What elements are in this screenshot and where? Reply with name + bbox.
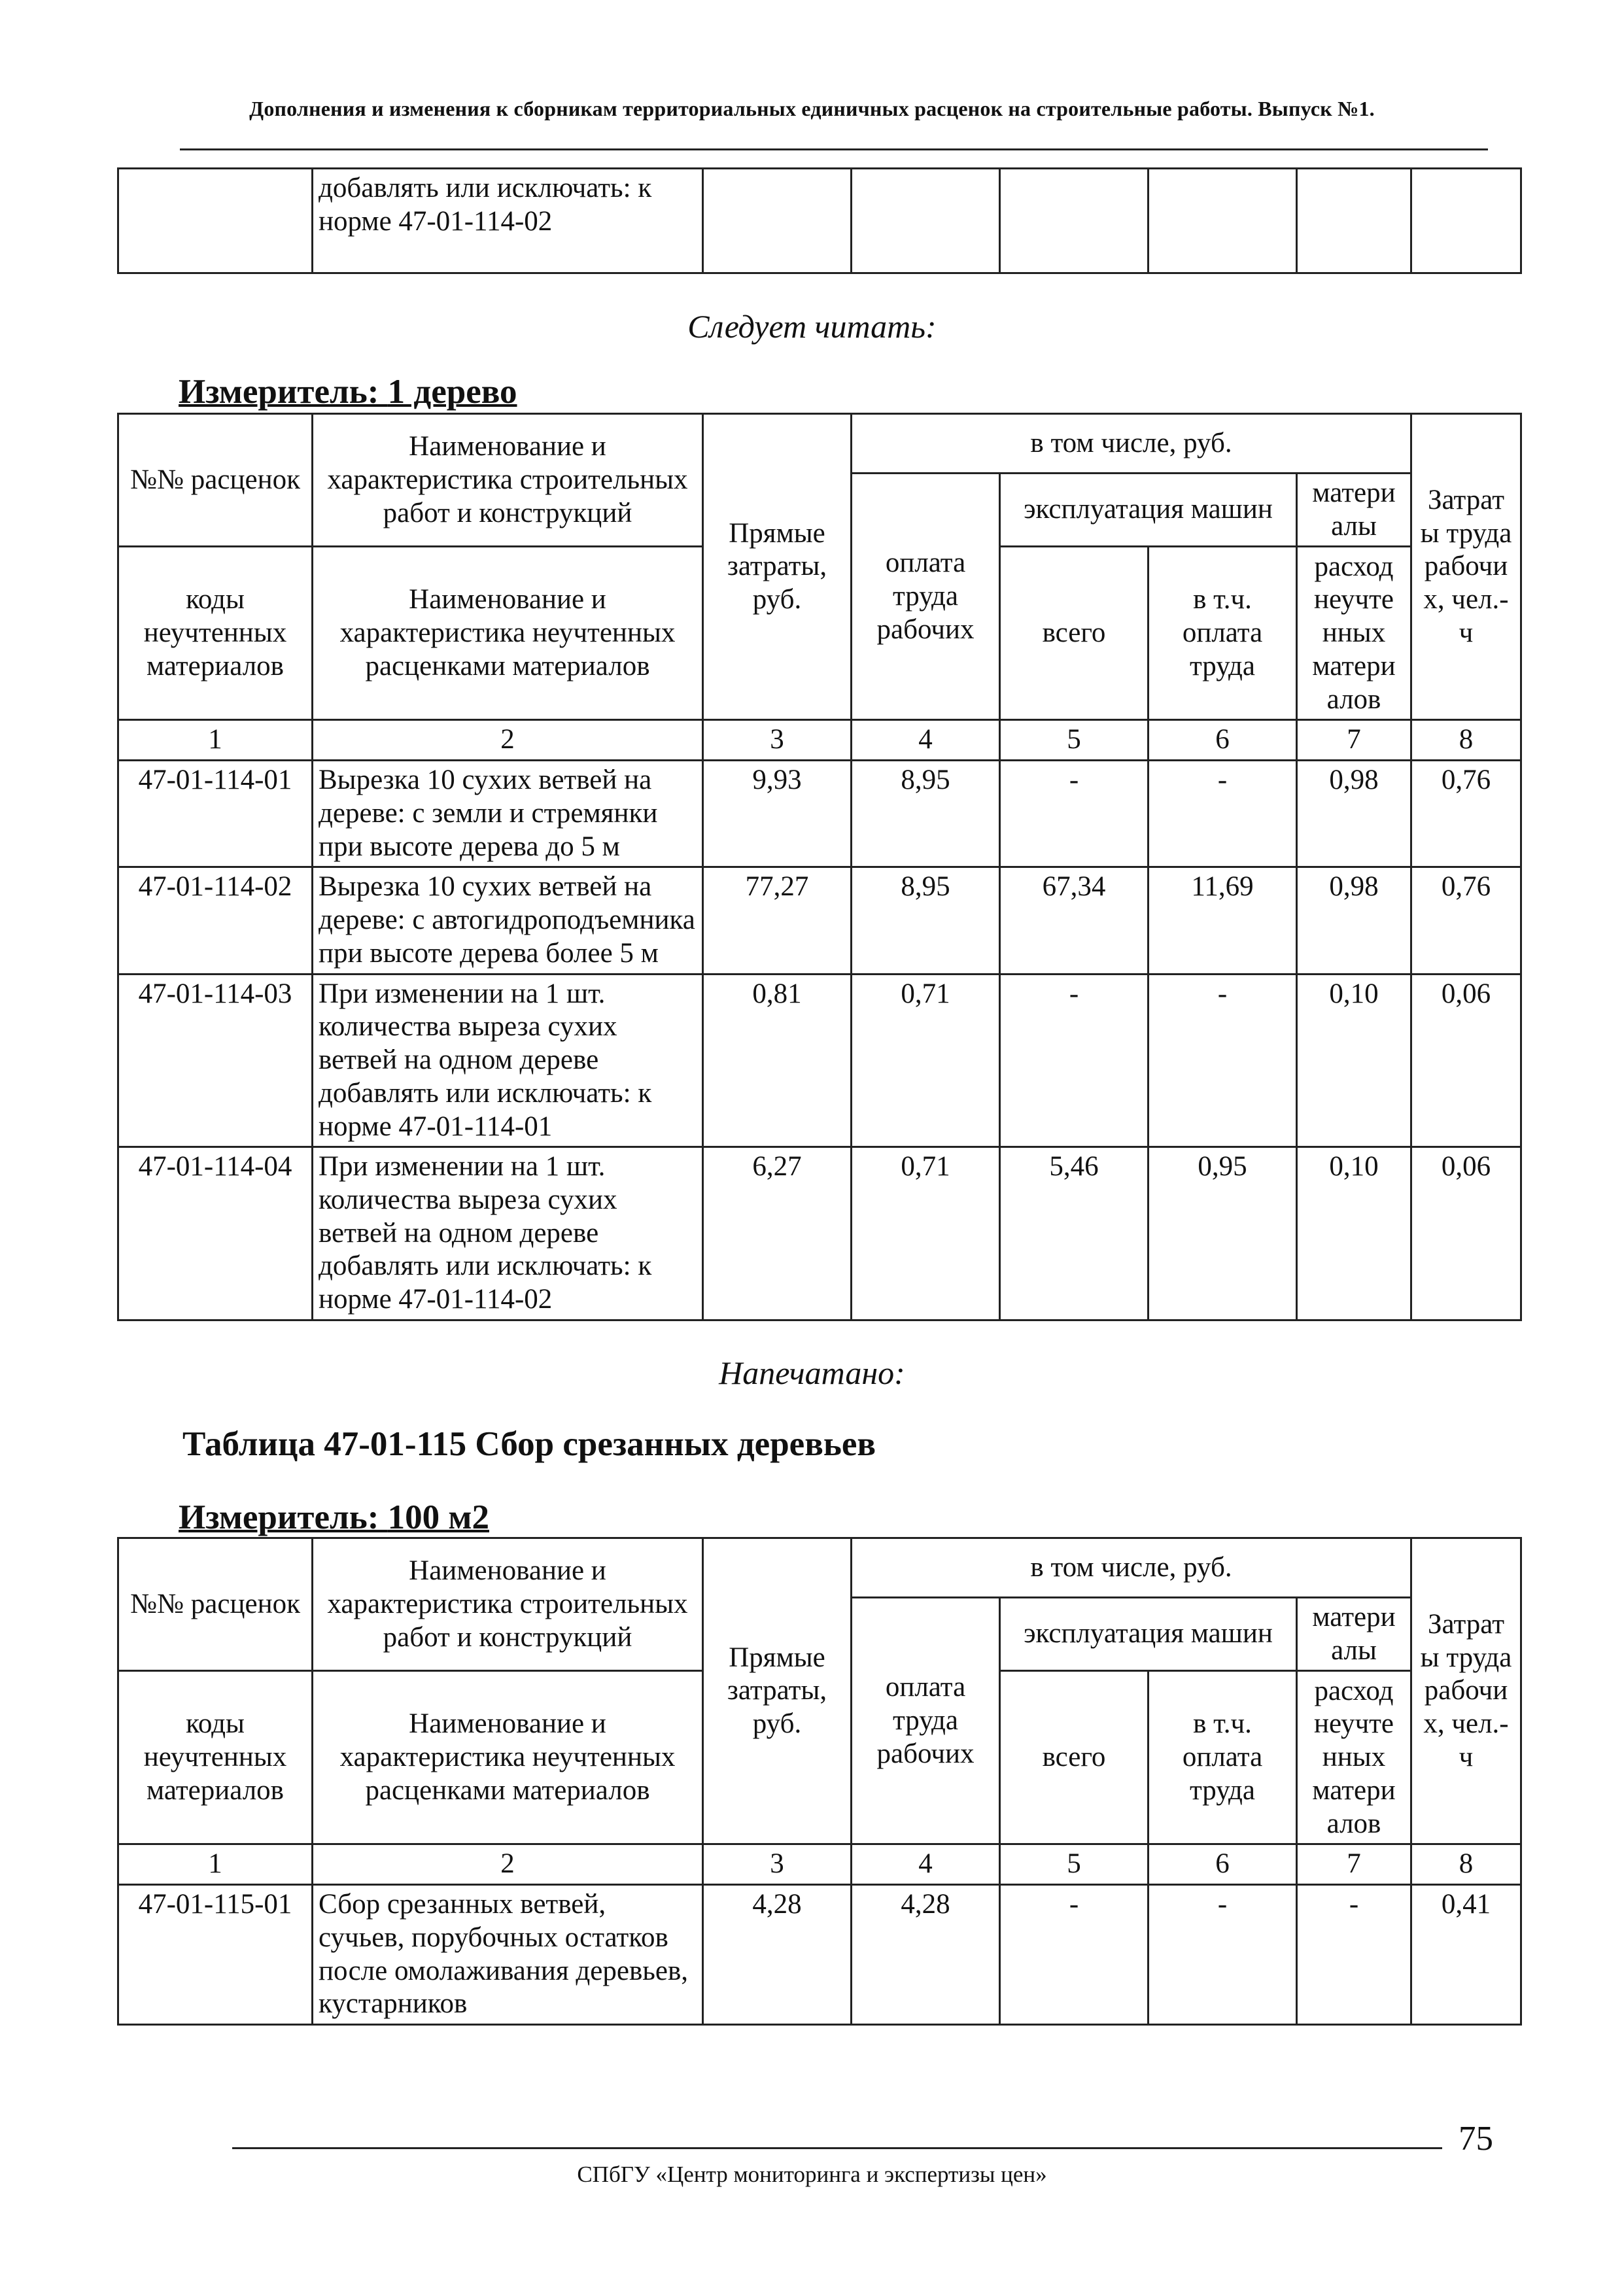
materials-value: 0,98 xyxy=(1297,867,1411,974)
fragment-cell xyxy=(1149,169,1297,273)
printed-note: Напечатано: xyxy=(719,1355,905,1391)
col-number: 6 xyxy=(1149,1844,1297,1885)
direct-costs-value: 0,81 xyxy=(703,974,852,1147)
col-number: 5 xyxy=(1000,1844,1149,1885)
labor-hours-value: 0,76 xyxy=(1411,867,1521,974)
rate-name: Вырезка 10 сухих ветвей на дереве: с автогидроподъемника при высоте дерева более 5 м xyxy=(313,867,703,974)
meter-1-value: 1 дерево xyxy=(387,373,517,411)
th-machines-total: всего xyxy=(1000,1671,1149,1844)
labor-pay-value: 8,95 xyxy=(852,867,1000,974)
th-rate-number: №№ расценок xyxy=(118,1538,313,1671)
meter-2-label: Измеритель: xyxy=(179,1498,388,1536)
col-number: 7 xyxy=(1297,720,1411,761)
rate-name: При изменении на 1 шт. количества выреза сухих ветвей на одном дереве добавлять или исключать: к норме 47-01-114-02 xyxy=(313,1147,703,1320)
meter-2-value: 100 м2 xyxy=(387,1498,489,1536)
materials-value: 0,98 xyxy=(1297,761,1411,867)
materials-value: 0,10 xyxy=(1297,1147,1411,1320)
labor-hours-value: 0,06 xyxy=(1411,974,1521,1147)
rates-table-2 xyxy=(117,1537,1522,2026)
labor-hours-value: 0,76 xyxy=(1411,761,1521,867)
col-number: 8 xyxy=(1411,1844,1521,1885)
table-title: Таблица 47-01-115 Сбор срезанных деревьев xyxy=(182,1425,876,1463)
rate-code: 47-01-114-03 xyxy=(118,974,313,1147)
th-materials: матери алы xyxy=(1297,474,1411,547)
continued-table-fragment xyxy=(117,167,1522,274)
table-row xyxy=(118,1147,1521,1320)
th-unaccounted-materials: расход неучте нных матери алов xyxy=(1297,1671,1411,1844)
rate-code: 47-01-115-01 xyxy=(118,1885,313,2025)
th-machines-labor: в т.ч. оплата труда xyxy=(1149,1671,1297,1844)
machines-labor-value: - xyxy=(1149,1885,1297,2025)
col-number: 4 xyxy=(852,1844,1000,1885)
labor-hours-value: 0,06 xyxy=(1411,1147,1521,1320)
fragment-name-cell xyxy=(313,169,703,273)
fragment-cell xyxy=(1297,169,1411,273)
th-group-including: в том числе, руб. xyxy=(852,1538,1411,1598)
machines-total-value: - xyxy=(1000,1885,1149,2025)
th-direct-costs: Прямые затраты, руб. xyxy=(703,414,852,720)
labor-pay-value: 8,95 xyxy=(852,761,1000,867)
th-machines-labor: в т.ч. оплата труда xyxy=(1149,547,1297,720)
col-number: 2 xyxy=(313,1844,703,1885)
machines-labor-value: - xyxy=(1149,974,1297,1147)
th-labor-pay: оплата труда рабочих xyxy=(852,474,1000,720)
should-read-note: Следует читать: xyxy=(687,308,937,345)
rate-name: При изменении на 1 шт. количества выреза сухих ветвей на одном дереве добавлять или исключать: к норме 47-01-114-01 xyxy=(313,974,703,1147)
th-work-name: Наименование и характеристика строительных работ и конструкций xyxy=(313,1538,703,1671)
machines-total-value: 67,34 xyxy=(1000,867,1149,974)
fragment-code-cell xyxy=(118,169,313,273)
page-number: 75 xyxy=(1459,2120,1493,2158)
table-row xyxy=(118,761,1521,867)
machines-labor-value: 0,95 xyxy=(1149,1147,1297,1320)
th-machines: эксплуатация машин xyxy=(1000,1598,1297,1671)
header-rule xyxy=(180,148,1488,150)
col-number: 2 xyxy=(313,720,703,761)
direct-costs-value: 4,28 xyxy=(703,1885,852,2025)
th-rate-number: №№ расценок xyxy=(118,414,313,547)
materials-value: 0,10 xyxy=(1297,974,1411,1147)
th-direct-costs: Прямые затраты, руб. xyxy=(703,1538,852,1844)
meter-2 xyxy=(179,1498,489,1537)
col-number: 7 xyxy=(1297,1844,1411,1885)
th-material-names: Наименование и характеристика неучтенных расценками материалов xyxy=(313,1671,703,1844)
col-number: 1 xyxy=(118,1844,313,1885)
direct-costs-value: 9,93 xyxy=(703,761,852,867)
machines-total-value: - xyxy=(1000,974,1149,1147)
running-header: Дополнения и изменения к сборникам территориальных единичных расценок на строительные работы. Выпуск №1. xyxy=(249,97,1375,120)
footer-rule xyxy=(232,2147,1442,2149)
meter-1 xyxy=(179,372,517,411)
rate-name: Сбор срезанных ветвей, сучьев, порубочных остатков после омолаживания деревьев, кустарников xyxy=(313,1885,703,2025)
col-number: 1 xyxy=(118,720,313,761)
labor-pay-value: 0,71 xyxy=(852,1147,1000,1320)
table-row xyxy=(118,867,1521,974)
th-machines-total: всего xyxy=(1000,547,1149,720)
fragment-text-line2: норме 47-01-114-02 xyxy=(319,205,553,237)
direct-costs-value: 77,27 xyxy=(703,867,852,974)
th-work-name: Наименование и характеристика строительных работ и конструкций xyxy=(313,414,703,547)
th-material-names: Наименование и характеристика неучтенных расценками материалов xyxy=(313,547,703,720)
th-material-codes: коды неучтенных материалов xyxy=(118,1671,313,1844)
direct-costs-value: 6,27 xyxy=(703,1147,852,1320)
rate-code: 47-01-114-02 xyxy=(118,867,313,974)
col-number: 5 xyxy=(1000,720,1149,761)
th-labor-hours: Затрат ы труда рабочи х, чел.-ч xyxy=(1411,414,1521,720)
rate-code: 47-01-114-04 xyxy=(118,1147,313,1320)
labor-pay-value: 4,28 xyxy=(852,1885,1000,2025)
col-number: 3 xyxy=(703,720,852,761)
materials-value: - xyxy=(1297,1885,1411,2025)
fragment-cell xyxy=(852,169,1000,273)
meter-1-label: Измеритель: xyxy=(179,373,388,411)
machines-total-value: 5,46 xyxy=(1000,1147,1149,1320)
machines-labor-value: 11,69 xyxy=(1149,867,1297,974)
fragment-cell xyxy=(1000,169,1149,273)
th-labor-pay: оплата труда рабочих xyxy=(852,1598,1000,1844)
th-materials: матери алы xyxy=(1297,1598,1411,1671)
machines-total-value: - xyxy=(1000,761,1149,867)
machines-labor-value: - xyxy=(1149,761,1297,867)
col-number: 8 xyxy=(1411,720,1521,761)
th-group-including: в том числе, руб. xyxy=(852,414,1411,474)
table-row xyxy=(118,974,1521,1147)
fragment-text-line1: добавлять или исключать: к xyxy=(319,173,652,203)
th-material-codes: коды неучтенных материалов xyxy=(118,547,313,720)
col-number: 4 xyxy=(852,720,1000,761)
labor-hours-value: 0,41 xyxy=(1411,1885,1521,2025)
fragment-cell xyxy=(1411,169,1521,273)
th-labor-hours: Затрат ы труда рабочи х, чел.-ч xyxy=(1411,1538,1521,1844)
th-unaccounted-materials: расход неучте нных матери алов xyxy=(1297,547,1411,720)
col-number: 6 xyxy=(1149,720,1297,761)
rate-code: 47-01-114-01 xyxy=(118,761,313,867)
table-row xyxy=(118,1885,1521,2025)
th-machines: эксплуатация машин xyxy=(1000,474,1297,547)
labor-pay-value: 0,71 xyxy=(852,974,1000,1147)
rate-name: Вырезка 10 сухих ветвей на дереве: с земли и стремянки при высоте дерева до 5 м xyxy=(313,761,703,867)
col-number: 3 xyxy=(703,1844,852,1885)
rates-table-1 xyxy=(117,413,1522,1321)
footer-organization: СПбГУ «Центр мониторинга и экспертизы цен» xyxy=(577,2162,1047,2187)
fragment-cell xyxy=(703,169,852,273)
